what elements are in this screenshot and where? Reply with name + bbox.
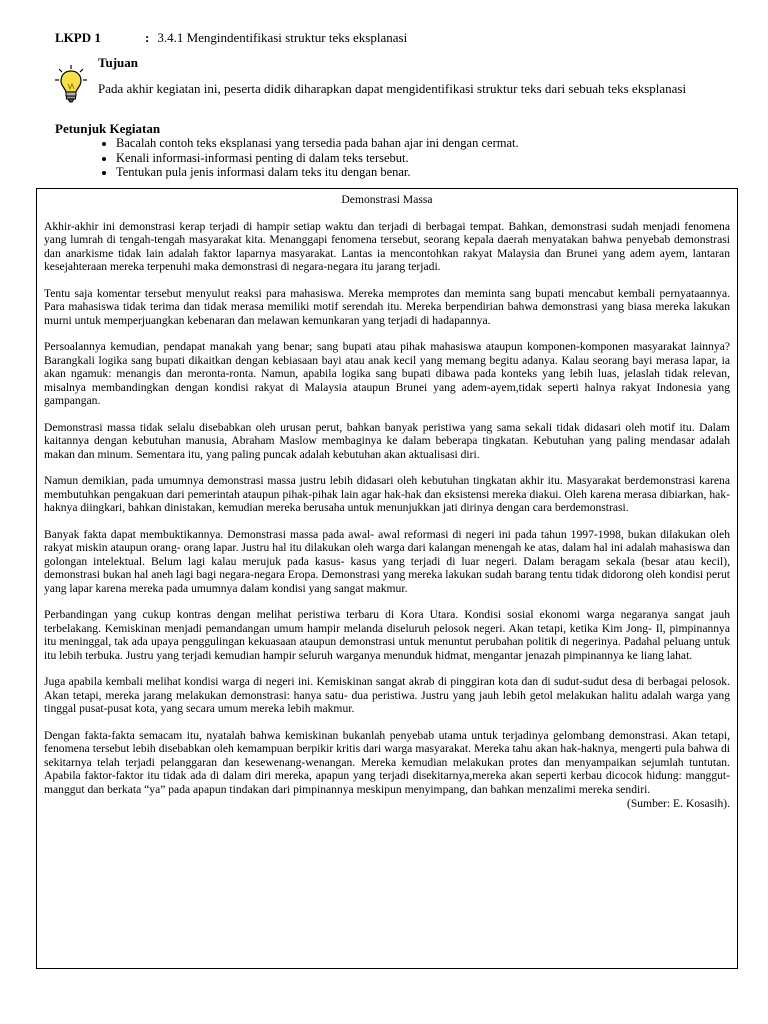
list-item: • Kenali informasi-informasi penting di dalam teks tersebut. [116, 151, 519, 166]
petunjuk-heading: Petunjuk Kegiatan [55, 121, 161, 136]
article-paragraph: Persoalannya kemudian, pendapat manakah yang benar; sang bupati atau pihak mahasiswa ataupun komponen-komponen masyarakat lainnya? Barangkali logika sang bupati dikaitkan dengan kebiasaan bayi atau anak kecil yang memang begitu adanya. Kalau seorang bayi merasa lapar, ia akan ngamuk: menangis dan meronta-ronta. Namun, apabila logika sang bupati dibawa pada konteks yang lebih luas, jelaslah tidak relevan, misalnya membandingkan dengan kondisi rakyat di Malaysia ataupun Brunei yang adem-ayem,tidak seperti halnya rakyat Indonesia yang gampangan. [44, 340, 730, 407]
lkpd-header [55, 30, 407, 46]
petunjuk-list [100, 136, 519, 180]
article-paragraph: Juga apabila kembali melihat kondisi warga di negeri ini. Kemiskinan sangat akrab di pinggiran kota dan di sudut-sudut desa di berbagai pelosok. Akan tetapi, mereka jarang melakukan demonstrasi: hanya satu- dua peristiwa. Justru yang jauh lebih getol melakukan halitu adalah warga yang tinggal pusat-pusat kota, yang secara umum mereka lebih makmur. [44, 675, 730, 715]
article-paragraph: Akhir-akhir ini demonstrasi kerap terjadi di hampir setiap waktu dan terjadi di berbagai tempat. Bahkan, demonstrasi sudah menjadi fenomena yang lumrah di tengah-tengah masyarakat kita. Menanggapi fenomena tersebut, seorang kepala daerah menyatakan bahwa penyebab demonstrasi dan anarkisme tidak lain adalah faktor laparnya masyarakat. Lantas ia mencontohkan rakyat Malaysia dan Brunei yang adem ayem, lantaran kesejahteraan mereka terpenuhi maka demonstrasi di negara-negara itu jarang terjadi. [44, 219, 730, 273]
article-paragraph: Demonstrasi massa tidak selalu disebabkan oleh urusan perut, bahkan banyak peristiwa yang sama sekali tidak didasari oleh motif itu. Dalam kaitannya dengan kebutuhan manusia, Abraham Maslow membaginya ke dalam beberapa tingkatan. Kebutuhan yang paling mendasar adalah makan dan minum. Sementara itu, yang paling puncak adalah kebutuhan akan aktualisasi diri. [44, 420, 730, 461]
article-paragraph: Dengan fakta-fakta semacam itu, nyatalah bahwa kemiskinan bukanlah penyebab utama untuk terjadinya gelombang demonstrasi. Akan tetapi, fenomena tersebut lebih disebabkan oleh kemampuan berpikir kritis dari warga masyarakat. Mereka tahu akan hak-haknya, mengerti pula bahwa di sekitarnya telah terjadi pelanggaran dan kesewenang-wenangan. Mereka kemudian melakukan protes dan menyampaikan sejumlah tuntutan. Apabila faktor-faktor itu tidak ada di dalam diri mereka, apapun yang terjadi disekitarnya,mereka akan seperti kerbau dicocok hidung: manggut- manggut dan berkata “ya” pada apapun tindakan dari pimpinannya meskipun menyimpang, dan bahkan menzalimi mereka sendiri. [44, 728, 730, 796]
tujuan-text: Pada akhir kegiatan ini, peserta didik diharapkan dapat mengidentifikasi struktur teks dari sebuah teks eksplanasi [98, 81, 687, 96]
article-paragraph: Banyak fakta dapat membuktikannya. Demonstrasi massa pada awal- awal reformasi di negeri ini pada tahun 1997-1998, bukan dilakukan oleh rakyat miskin ataupun orang- orang lapar. Justru hal itu dilakukan oleh warga dari kalangan menengah ke atas, dalam hal ini adalah mahasiswa dan golongan intelektual. Belum lagi kalau merujuk pada kasus- kasus yang terjadi di luar negeri. Dalam beragam sekala (besar atau kecil), demonstrasi bukan hal aneh lagi bagi negara-negara Eropa. Demonstrasi yang mereka lakukan sudah barang tentu tidak didorong oleh kondisi perut yang lapar karena mereka pada umumnya dalam kondisi yang sangat makmur. [44, 527, 730, 595]
header-colon: : [145, 30, 150, 45]
lightbulb-icon [54, 64, 88, 104]
list-item: • Bacalah contoh teks eksplanasi yang tersedia pada bahan ajar ini dengan cermat. [116, 136, 519, 151]
article-paragraph: Tentu saja komentar tersebut menyulut reaksi para mahasiswa. Mereka memprotes dan meminta sang bupati mencabut kembali pernyataannya. Para mahasiswa tidak terima dan tidak merasa memiliki motif serendah itu. Mereka berpendirian bahwa demonstrasi yang biasa mereka lakukan murni untuk memperjuangkan kebenaran dan melawan kemunkaran yang terjadi di hadapannya. [44, 286, 730, 327]
article-title: Demonstrasi Massa [341, 193, 433, 206]
lkpd-label: LKPD 1 [55, 30, 101, 45]
tujuan-heading: Tujuan [98, 55, 138, 70]
competency-text: 3.4.1 Mengindentifikasi struktur teks eksplanasi [157, 30, 408, 45]
article-source: (Sumber: E. Kosasih). [626, 797, 730, 810]
article-paragraph: Namun demikian, pada umumnya demonstrasi massa justru lebih didasari oleh kebutuhan tingkatan akhir itu. Masyarakat berdemonstrasi karena membutuhkan pengakuan dari pemerintah ataupun pihak-pihak lain agar hak-hak dan eksistensi mereka diakui. Oleh karena merasa dibiarkan, hak-haknya diingkari, bahkan dinistakan, kemudian mereka berusaha untuk menunjukkan jati dirinya dengan cara berdemonstrasi. [44, 474, 730, 514]
list-item: • Tentukan pula jenis informasi dalam teks itu dengan benar. [116, 165, 519, 180]
article-box [36, 188, 738, 969]
article-paragraph: Perbandingan yang cukup kontras dengan melihat peristiwa terbaru di Kora Utara. Kondisi sosial ekonomi warga negaranya sangat jauh terbelakang. Kemiskinan menjadi pemandangan umum hampir melanda diseluruh pelosok negeri. Akan tetapi, ketika Kim Jong- Il, pimpinannya itu meninggal, tak ada upaya penggulingan kekuasaan ataupun demonstrasi untuk menuntut perubahan politik di negerinya. Padahal peluang untuk itu lebih terbuka. Justru yang terjadi kemudian hampir seluruh warganya menunduk hidmat, mengantar jenazah pimpinannya ke liang lahat. [44, 608, 730, 662]
